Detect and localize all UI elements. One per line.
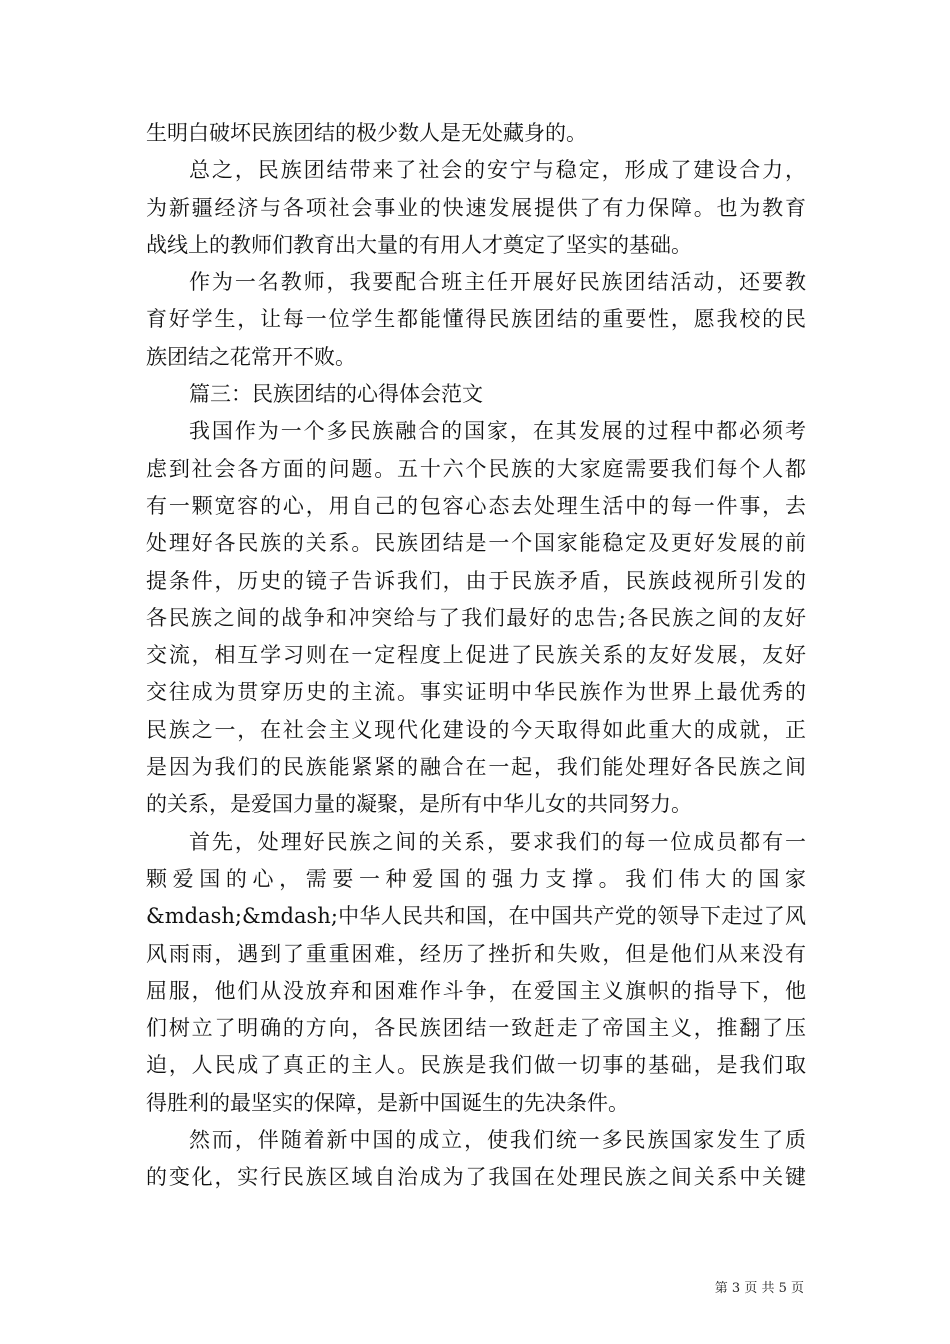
text-line: 首先，处理好民族之间的关系，要求我们的每一位成员都有一 xyxy=(189,829,806,854)
text-line: 交流，相互学习则在一定程度上促进了民族关系的友好发展，友好 xyxy=(146,643,806,668)
text-line: 战线上的教师们教育出大量的有用人才奠定了坚实的基础。 xyxy=(146,232,692,257)
page-number: 第 3 页 共 5 页 xyxy=(714,1281,804,1296)
text-line: 生明白破坏民族团结的极少数人是无处藏身的。 xyxy=(146,121,587,145)
section-heading: 篇三：民族团结的心得体会范文 xyxy=(189,382,483,407)
text-line: 虑到社会各方面的问题。五十六个民族的大家庭需要我们每个人都 xyxy=(146,456,806,481)
text-line: 民族之一，在社会主义现代化建设的今天取得如此重大的成就，正 xyxy=(146,717,806,742)
text-line: 的变化，实行民族区域自治成为了我国在处理民族之间关系中关键 xyxy=(146,1165,806,1190)
text-line: 总之，民族团结带来了社会的安宁与稳定，形成了建设合力， xyxy=(189,158,806,183)
text-line: 迫，人民成了真正的主人。民族是我们做一切事的基础，是我们取 xyxy=(146,1053,806,1078)
text-line: 颗爱国的心，需要一种爱国的强力支撑。我们伟大的国家 xyxy=(146,866,806,891)
text-line: 族团结之花常开不败。 xyxy=(146,344,356,369)
text-line: 作为一名教师，我要配合班主任开展好民族团结活动，还要教 xyxy=(189,270,806,295)
text-line: 交往成为贯穿历史的主流。事实证明中华民族作为世界上最优秀的 xyxy=(146,680,806,705)
text-line: &mdash;&mdash;中华人民共和国，在中国共产党的领导下走过了风 xyxy=(146,904,806,929)
text-line: 为新疆经济与各项社会事业的快速发展提供了有力保障。也为教育 xyxy=(146,195,806,220)
text-line: 提条件，历史的镜子告诉我们，由于民族矛盾，民族歧视所引发的 xyxy=(146,568,806,593)
text-line: 得胜利的最坚实的保障，是新中国诞生的先决条件。 xyxy=(146,1090,629,1115)
document-body xyxy=(146,115,806,1197)
text-line: 各民族之间的战争和冲突给与了我们最好的忠告;各民族之间的友好 xyxy=(146,605,806,630)
text-line: 风雨雨，遇到了重重困难，经历了挫折和失败，但是他们从来没有 xyxy=(146,941,806,966)
text-line: 我国作为一个多民族融合的国家，在其发展的过程中都必须考 xyxy=(189,419,806,444)
text-line: 们树立了明确的方向，各民族团结一致赶走了帝国主义，推翻了压 xyxy=(146,1016,806,1041)
text-line: 的关系，是爱国力量的凝聚，是所有中华儿女的共同努力。 xyxy=(146,792,692,817)
text-line: 然而，伴随着新中国的成立，使我们统一多民族国家发生了质 xyxy=(189,1128,806,1153)
text-line: 育好学生，让每一位学生都能懂得民族团结的重要性，愿我校的民 xyxy=(146,307,806,332)
text-line: 有一颗宽容的心，用自己的包容心态去处理生活中的每一件事，去 xyxy=(146,493,806,518)
text-line: 处理好各民族的关系。民族团结是一个国家能稳定及更好发展的前 xyxy=(146,531,806,556)
text-line: 屈服，他们从没放弃和困难作斗争，在爱国主义旗帜的指导下，他 xyxy=(146,978,806,1003)
text-line: 是因为我们的民族能紧紧的融合在一起，我们能处理好各民族之间 xyxy=(146,755,806,780)
